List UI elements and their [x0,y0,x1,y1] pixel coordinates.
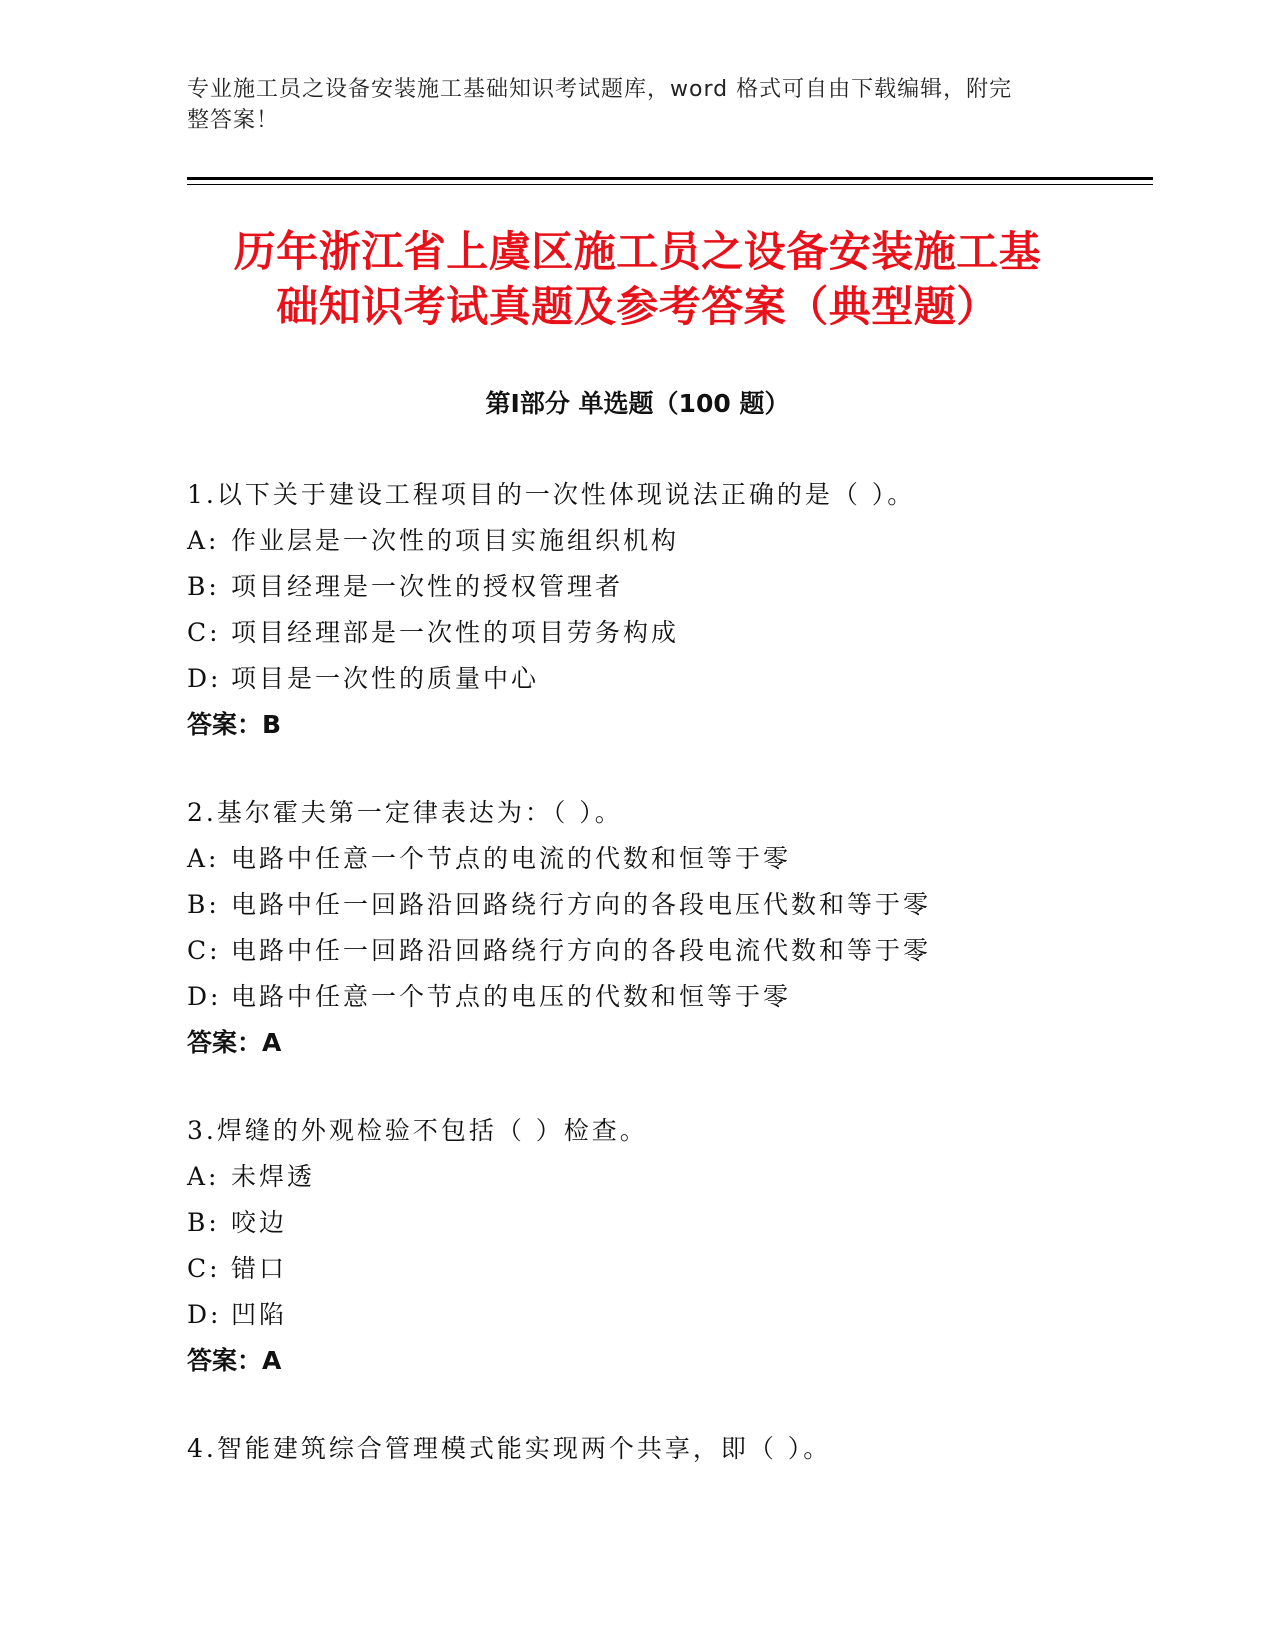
option-text: 电路中任一回路沿回路绕行方向的各段电压代数和等于零 [231,890,932,919]
question-list [187,472,1147,1514]
question-stem: 3.焊缝的外观检验不包括（ ）检查。 [187,1116,648,1145]
header-rule-thick [187,177,1153,180]
option-label: C: [187,618,221,647]
option-text: 作业层是一次性的项目实施组织机构 [231,526,680,555]
option-c [187,1246,1147,1292]
option-label: B: [187,890,220,919]
question-1 [187,472,1147,748]
option-text: 错口 [231,1254,288,1283]
question-stem: 1.以下关于建设工程项目的一次性体现说法正确的是（ ）。 [187,480,916,509]
option-d [187,656,1147,702]
option-label: A: [187,526,220,555]
option-text: 未焊透 [231,1162,316,1191]
question-4 [187,1426,1147,1472]
option-label: D: [187,982,222,1011]
question-3 [187,1108,1147,1384]
option-d [187,1292,1147,1338]
section-heading: 第Ⅰ部分 单选题（100 题） [485,389,790,418]
option-text: 项目经理是一次性的授权管理者 [231,572,624,601]
option-a [187,518,1147,564]
option-b [187,882,1147,928]
option-text: 项目是一次性的质量中心 [231,664,540,693]
option-text: 项目经理部是一次性的项目劳务构成 [231,618,680,647]
header-note-line-2: 整答案！ [187,108,280,133]
option-text: 电路中任一回路沿回路绕行方向的各段电流代数和等于零 [231,936,932,965]
option-label: D: [187,664,222,693]
option-label: A: [187,1162,220,1191]
question-stem: 4.智能建筑综合管理模式能实现两个共享，即（ ）。 [187,1434,832,1463]
option-label: A: [187,844,220,873]
option-c [187,928,1147,974]
option-label: C: [187,936,221,965]
header-note [187,74,1067,136]
answer: 答案：B [187,710,282,739]
answer: 答案：A [187,1028,282,1057]
header-rule-thin [187,184,1153,185]
option-text: 凹陷 [231,1300,288,1329]
option-a [187,836,1147,882]
header-note-line-1: 专业施工员之设备安装施工基础知识考试题库，word 格式可自由下载编辑，附完 [187,77,1013,102]
answer: 答案：A [187,1346,282,1375]
option-text: 电路中任意一个节点的电流的代数和恒等于零 [231,844,792,873]
option-label: B: [187,1208,220,1237]
option-label: D: [187,1300,222,1329]
question-2 [187,790,1147,1066]
option-text: 电路中任意一个节点的电压的代数和恒等于零 [231,982,792,1011]
document-title-line-2: 础知识考试真题及参考答案（典型题） [276,282,999,331]
option-c [187,610,1147,656]
option-b [187,564,1147,610]
option-a [187,1154,1147,1200]
option-d [187,974,1147,1020]
question-stem: 2.基尔霍夫第一定律表达为：（ ）。 [187,798,623,827]
option-b [187,1200,1147,1246]
option-label: C: [187,1254,221,1283]
option-label: B: [187,572,220,601]
document-title [150,224,1125,334]
option-text: 咬边 [231,1208,288,1237]
document-title-line-1: 历年浙江省上虞区施工员之设备安装施工基 [233,227,1042,276]
